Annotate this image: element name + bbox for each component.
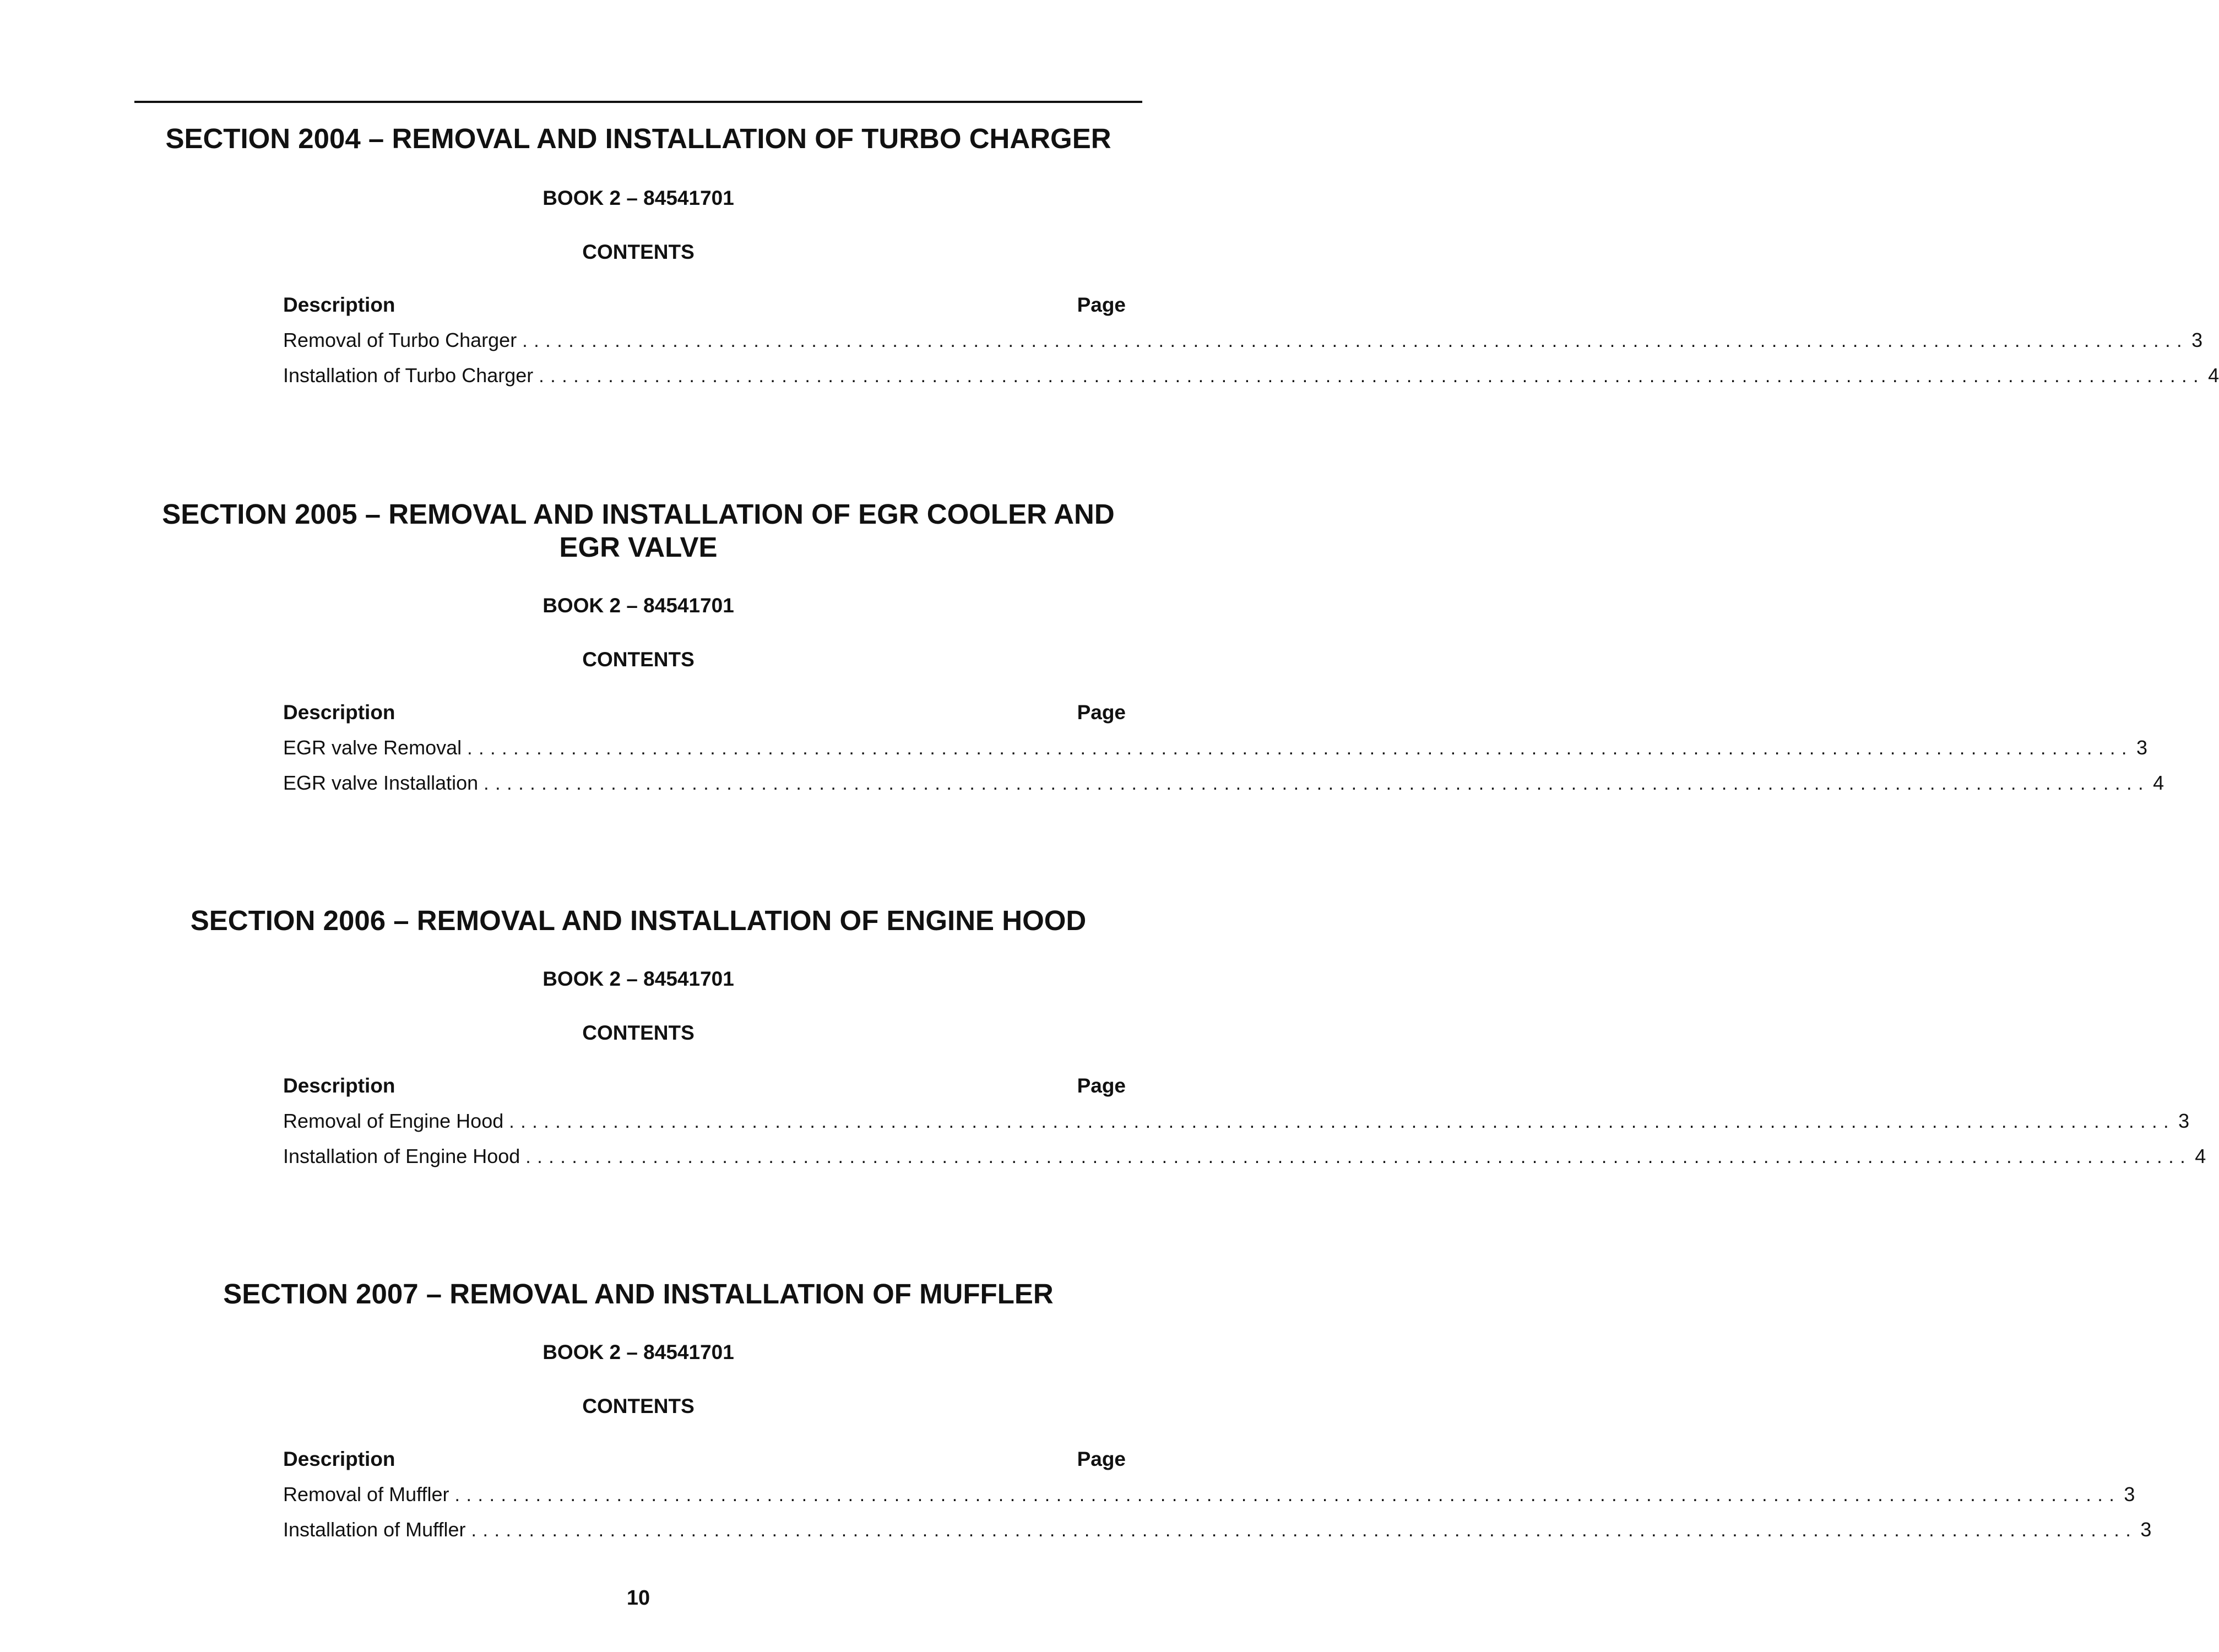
book-reference: BOOK 2 – 84541701: [542, 594, 734, 617]
toc-entry-description: EGR valve Installation: [283, 771, 479, 794]
toc-entry-page: 3: [2140, 1518, 2152, 1541]
page-column-header: Page: [1077, 701, 1126, 724]
toc-entry-description: Removal of Engine Hood: [283, 1110, 504, 1132]
toc-2005: [283, 700, 2164, 795]
description-column-header: Description: [283, 701, 395, 724]
section-title: SECTION 2007 – REMOVAL AND INSTALLATION OF MUFFLER: [223, 1278, 1054, 1309]
section-2007: [134, 1278, 1142, 1311]
description-column-header: Description: [283, 1448, 395, 1470]
contents-label: CONTENTS: [582, 1021, 695, 1044]
toc-entry-page: 3: [2136, 736, 2148, 759]
section-2006-book: [134, 967, 1142, 991]
toc-entry: [283, 363, 2219, 388]
toc-entry-description: Removal of Muffler: [283, 1483, 449, 1506]
toc-header: [283, 1074, 1126, 1098]
contents-label: CONTENTS: [582, 648, 695, 671]
toc-entry-page: 3: [2178, 1110, 2190, 1132]
description-column-header: Description: [283, 1074, 395, 1097]
section-title: SECTION 2005 – REMOVAL AND INSTALLATION OF EGR COOLER AND: [162, 498, 1115, 530]
section-2005-contents: [134, 648, 1142, 672]
section-2005-book: [134, 594, 1142, 618]
book-reference: BOOK 2 – 84541701: [542, 1341, 734, 1363]
dot-leader: ................................................................................................................................................: [522, 330, 2189, 351]
dot-leader: ................................................................................................................................................: [539, 366, 2205, 387]
toc-entry-page: 4: [2153, 771, 2164, 794]
dot-leader: ................................................................................................................................................: [467, 738, 2134, 759]
contents-label: CONTENTS: [582, 1395, 695, 1417]
section-2005: [134, 498, 1142, 564]
toc-entry: [283, 736, 2148, 760]
section-2004-contents: [134, 240, 1142, 264]
section-title: SECTION 2006 – REMOVAL AND INSTALLATION OF ENGINE HOOD: [190, 905, 1087, 936]
toc-header: [283, 700, 1126, 725]
section-title-continued: EGR VALVE: [559, 531, 718, 563]
toc-entry: [283, 328, 2203, 352]
section-2006-contents: [134, 1021, 1142, 1045]
contents-label: CONTENTS: [582, 241, 695, 263]
toc-2006: [283, 1074, 2206, 1169]
toc-entry-description: Installation of Engine Hood: [283, 1145, 520, 1167]
toc-header: [283, 1447, 1126, 1471]
toc-2007: [283, 1447, 2152, 1542]
dot-leader: ................................................................................................................................................: [471, 1520, 2137, 1541]
section-2004-book: [134, 186, 1142, 210]
section-2006: [134, 904, 1142, 937]
toc-entry: [283, 1518, 2152, 1542]
toc-entry: [283, 1144, 2206, 1169]
toc-2004: [283, 293, 2219, 388]
page-column-header: Page: [1077, 294, 1126, 316]
toc-entry-page: 3: [2124, 1483, 2135, 1506]
toc-entry-page: 3: [2191, 329, 2203, 351]
section-2004: [134, 122, 1142, 155]
toc-entry-description: Installation of Turbo Charger: [283, 364, 534, 387]
book-reference: BOOK 2 – 84541701: [542, 187, 734, 209]
dot-leader: ................................................................................................................................................: [525, 1146, 2192, 1167]
toc-entry-description: EGR valve Removal: [283, 736, 462, 759]
dot-leader: ................................................................................................................................................: [454, 1485, 2121, 1506]
top-rule: [134, 101, 1142, 103]
toc-entry-page: 4: [2208, 364, 2219, 387]
section-title: SECTION 2004 – REMOVAL AND INSTALLATION OF TURBO CHARGER: [165, 123, 1111, 154]
section-2007-book: [134, 1340, 1142, 1365]
book-reference: BOOK 2 – 84541701: [542, 968, 734, 990]
dot-leader: ................................................................................................................................................: [484, 773, 2150, 794]
toc-entry-description: Removal of Turbo Charger: [283, 329, 517, 351]
toc-entry: [283, 1109, 2190, 1133]
toc-entry-description: Installation of Muffler: [283, 1518, 466, 1541]
toc-entry-page: 4: [2195, 1145, 2206, 1167]
page-column-header: Page: [1077, 1448, 1126, 1470]
toc-header: [283, 293, 1126, 317]
description-column-header: Description: [283, 294, 395, 316]
section-2007-contents: [134, 1394, 1142, 1419]
toc-entry: [283, 1482, 2135, 1507]
page-column-header: Page: [1077, 1074, 1126, 1097]
page-number: 10: [626, 1586, 650, 1610]
dot-leader: ................................................................................................................................................: [509, 1111, 2175, 1132]
toc-entry: [283, 771, 2164, 795]
